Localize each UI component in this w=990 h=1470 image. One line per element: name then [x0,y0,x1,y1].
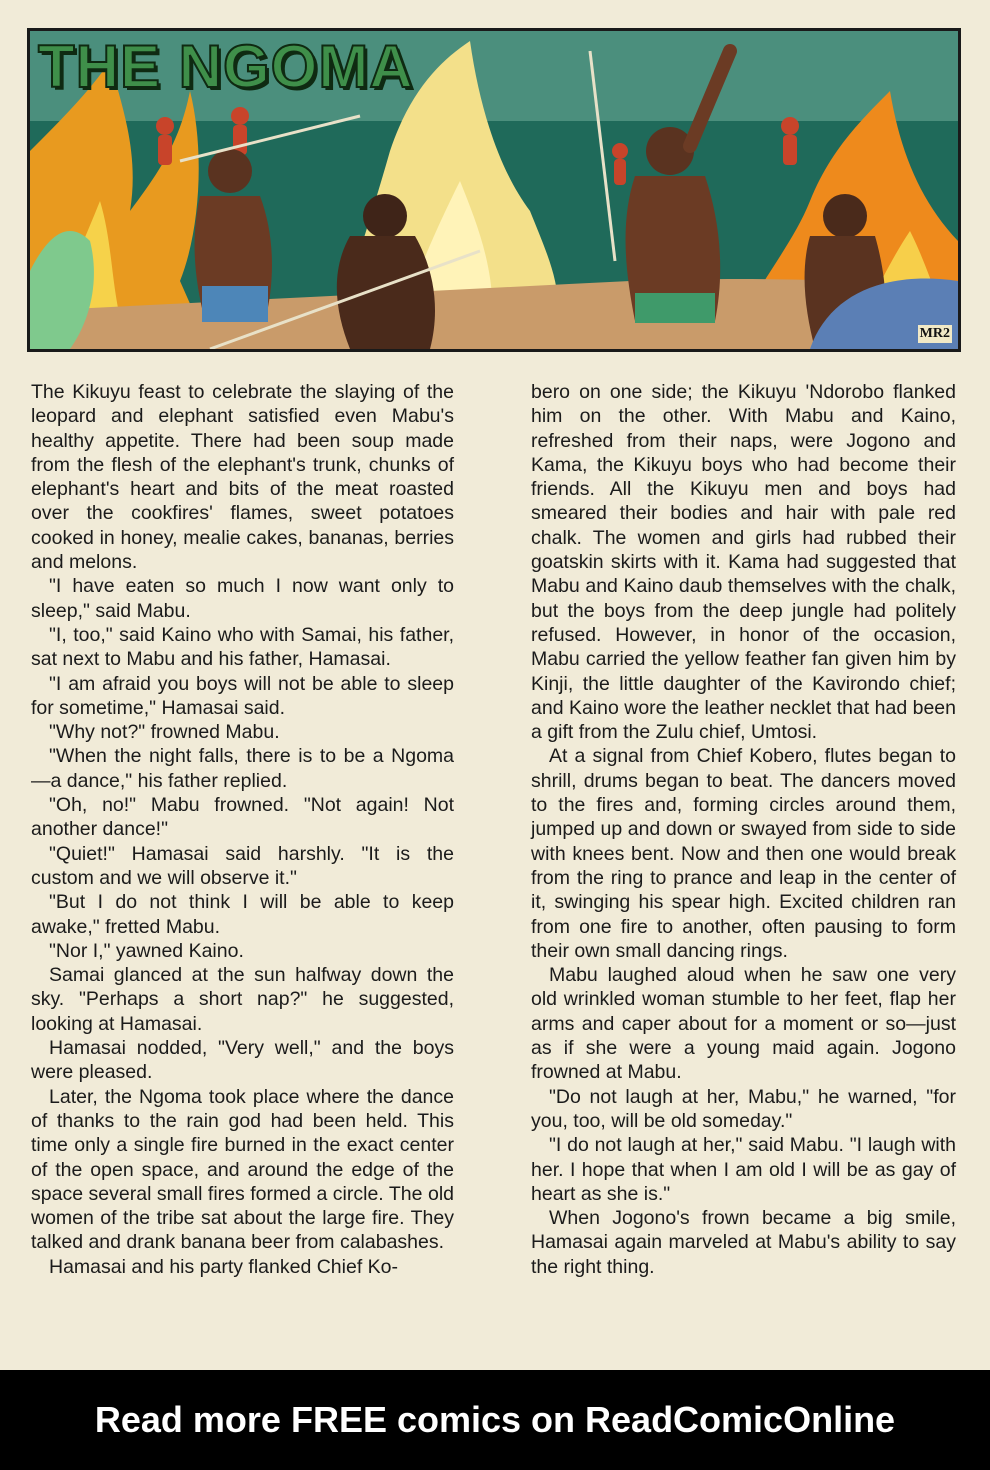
paragraph: "Do not laugh at her, Mabu," he warned, "for you, too, will be old someday." [531,1085,956,1132]
paragraph: "But I do not think I will be able to keep awake," fretted Mabu. [31,891,454,938]
paragraph: "Why not?" frowned Mabu. [49,721,280,744]
story-title: THE NGOMA [38,33,414,100]
paragraph: When Jogono's frown became a big smile, Hamasai again marveled at Mabu's ability to say the right thing. [531,1207,956,1278]
paragraph: "I do not laugh at her," said Mabu. "I laugh with her. I hope that when I am old I will be as gay of heart as she is." [531,1134,956,1205]
paragraph: "When the night falls, there is to be a Ngoma—a dance," his father replied. [31,745,454,792]
paragraph: "Oh, no!" Mabu frowned. "Not again! Not another dance!" [31,794,454,841]
text-column-right [531,380,956,1279]
paragraph: Later, the Ngoma took place where the dance of thanks to the rain god had been held. This time only a single fire burned in the exact center of the open space, and around the edge of the space several small fires formed a circle. The old women of the tribe sat about the large fire. They talked and drank banana beer from calabashes. [31,1085,454,1254]
promo-footer: Read more FREE comics on ReadComicOnline [0,1370,990,1470]
paragraph: Samai glanced at the sun halfway down the sky. "Perhaps a short nap?" he suggested, looking at Hamasai. [31,964,454,1035]
paragraph: The Kikuyu feast to celebrate the slaying of the leopard and elephant satisfied even Mabu's healthy appetite. There had been soup made from the flesh of the elephant's trunk, chunks of elephant's heart and bits of the meat roasted over the cookfires' flames, sweet potatoes cooked in honey, mealie cakes, bananas, berries and melons. [31,381,454,574]
paragraph: Hamasai and his party flanked Chief Ko- [49,1255,399,1278]
artist-signature: MR2 [919,326,950,341]
paragraph: Mabu laughed aloud when he saw one very old wrinkled woman stumble to her feet, flap her arms and caper about for a moment or so—just as if she were a young maid again. Jogono frowned at Mabu. [531,964,956,1084]
paragraph: "I am afraid you boys will not be able to sleep for sometime," Hamasai said. [31,672,454,719]
paragraph: Hamasai nodded, "Very well," and the boys were pleased. [31,1037,454,1084]
paragraph: "Quiet!" Hamasai said harshly. "It is the custom and we will observe it." [31,842,454,889]
paragraph: "I, too," said Kaino who with Samai, his father, sat next to Mabu and his father, Hamasai. [31,623,454,671]
paragraph: "Nor I," yawned Kaino. [49,939,244,962]
text-column-left [31,380,454,1279]
paragraph: At a signal from Chief Kobero, flutes began to shrill, drums began to beat. The dancers moved to the fires and, forming circles around them, jumped up and down or swayed from side to side with knees bent. Now and then one would break from the ring to prance and leap in the center of it, swinging his spear high. Excited children ran from one fire to another, often pausing to form their own small dancing rings. [531,745,956,962]
paragraph: "I have eaten so much I now want only to sleep," said Mabu. [31,575,454,622]
paragraph: bero on one side; the Kikuyu 'Ndorobo flanked him on the other. With Mabu and Kaino, refreshed from their naps, were Jogono and Kama, the Kikuyu boys who had become their friends. All the Kikuyu men and boys had smeared their bodies and hair with pale red chalk. The women and girls had rubbed their goatskin skirts with it. Kama had suggested that Mabu and Kaino daub themselves with the chalk, but the boys from the deep jungle had politely refused. However, in honor of the occasion, Mabu carried the yellow feather fan given him by Kinji, the little daughter of the Kavirondo chief; and Kaino wore the leather necklet that had been a gift from the Zulu chief, Umtosi. [531,381,956,744]
illustration-panel [27,28,961,352]
